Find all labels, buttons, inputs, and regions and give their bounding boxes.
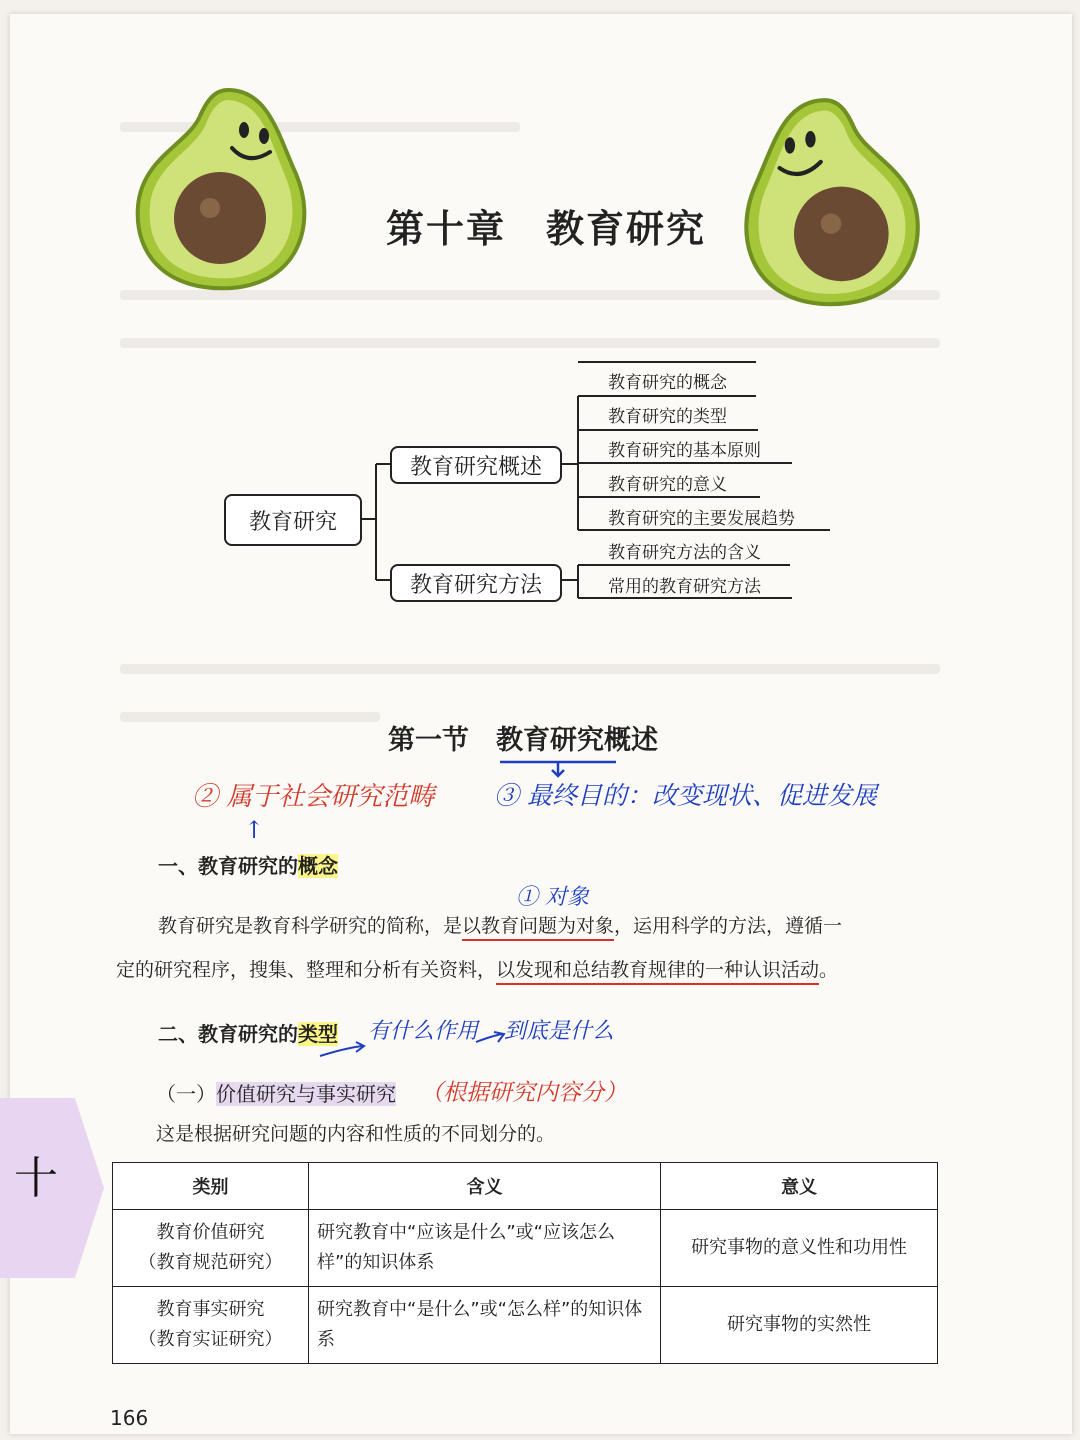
mindmap-connectors — [0, 0, 1080, 620]
mindmap-branch-methods: 教育研究方法 — [390, 564, 562, 602]
table-cell-category: 教育价值研究 （教育规范研究） — [113, 1210, 309, 1287]
types-table — [112, 1162, 938, 1364]
arrow-up-icon: ↑ — [244, 816, 265, 844]
table-cell-meaning: 研究教育中“是什么”或“怎么样”的知识体系 — [309, 1287, 661, 1364]
note-basis: （根据研究内容分） — [420, 1080, 627, 1106]
mindmap-leaf: 教育研究的概念 — [608, 373, 727, 393]
types-intro: 这是根据研究问题的内容和性质的不同划分的。 — [156, 1123, 556, 1145]
table-header: 意义 — [661, 1163, 938, 1210]
page-number: 166 — [110, 1406, 149, 1430]
types-heading: 二、教育研究的类型 — [158, 1022, 338, 1046]
note-role: 有什么作用 — [368, 1019, 479, 1044]
table-cell-significance: 研究事物的实然性 — [661, 1287, 938, 1364]
chapter-tab-label: 十 — [14, 1153, 58, 1204]
note-object: ① 对象 — [516, 885, 589, 910]
note-belongs: ② 属于社会研究范畴 — [192, 782, 435, 812]
mindmap-branch-overview: 教育研究概述 — [390, 446, 562, 484]
table-row — [113, 1287, 938, 1364]
concept-paragraph-line1: 教育研究是教育科学研究的简称，是以教育问题为对象，运用科学的方法，遵循一 — [158, 904, 842, 948]
section-title: 第一节 教育研究概述 — [388, 725, 658, 756]
types-subheading: （一）价值研究与事实研究 — [156, 1082, 396, 1106]
mindmap-root: 教育研究 — [224, 494, 362, 546]
bleed-through — [120, 712, 380, 722]
concept-paragraph-line2: 定的研究程序，搜集、整理和分析有关资料，以发现和总结教育规律的一种认识活动。 — [116, 948, 838, 992]
table-cell-meaning: 研究教育中“应该是什么”或“应该怎么样”的知识体系 — [309, 1210, 661, 1287]
table-header: 类别 — [113, 1163, 309, 1210]
mindmap-leaf: 教育研究的基本原则 — [608, 441, 761, 461]
mindmap-leaf: 常用的教育研究方法 — [608, 577, 761, 597]
mindmap-leaf: 教育研究方法的含义 — [608, 543, 761, 563]
mindmap-leaf: 教育研究的主要发展趋势 — [608, 509, 795, 529]
table-header-row — [113, 1163, 938, 1210]
table-header: 含义 — [309, 1163, 661, 1210]
mindmap-leaf: 教育研究的类型 — [608, 407, 727, 427]
chapter-title: 第十章 教育研究 — [386, 207, 707, 251]
table-cell-significance: 研究事物的意义性和功用性 — [661, 1210, 938, 1287]
bleed-through — [120, 664, 940, 674]
table-row — [113, 1210, 938, 1287]
note-purpose: ③ 最终目的：改变现状、促进发展 — [494, 781, 877, 810]
blue-arrows — [316, 1030, 506, 1060]
table-cell-category: 教育事实研究 （教育实证研究） — [113, 1287, 309, 1364]
mindmap-leaf: 教育研究的意义 — [608, 475, 727, 495]
concept-heading: 一、教育研究的概念 — [158, 854, 338, 878]
note-what: 到底是什么 — [504, 1019, 615, 1044]
